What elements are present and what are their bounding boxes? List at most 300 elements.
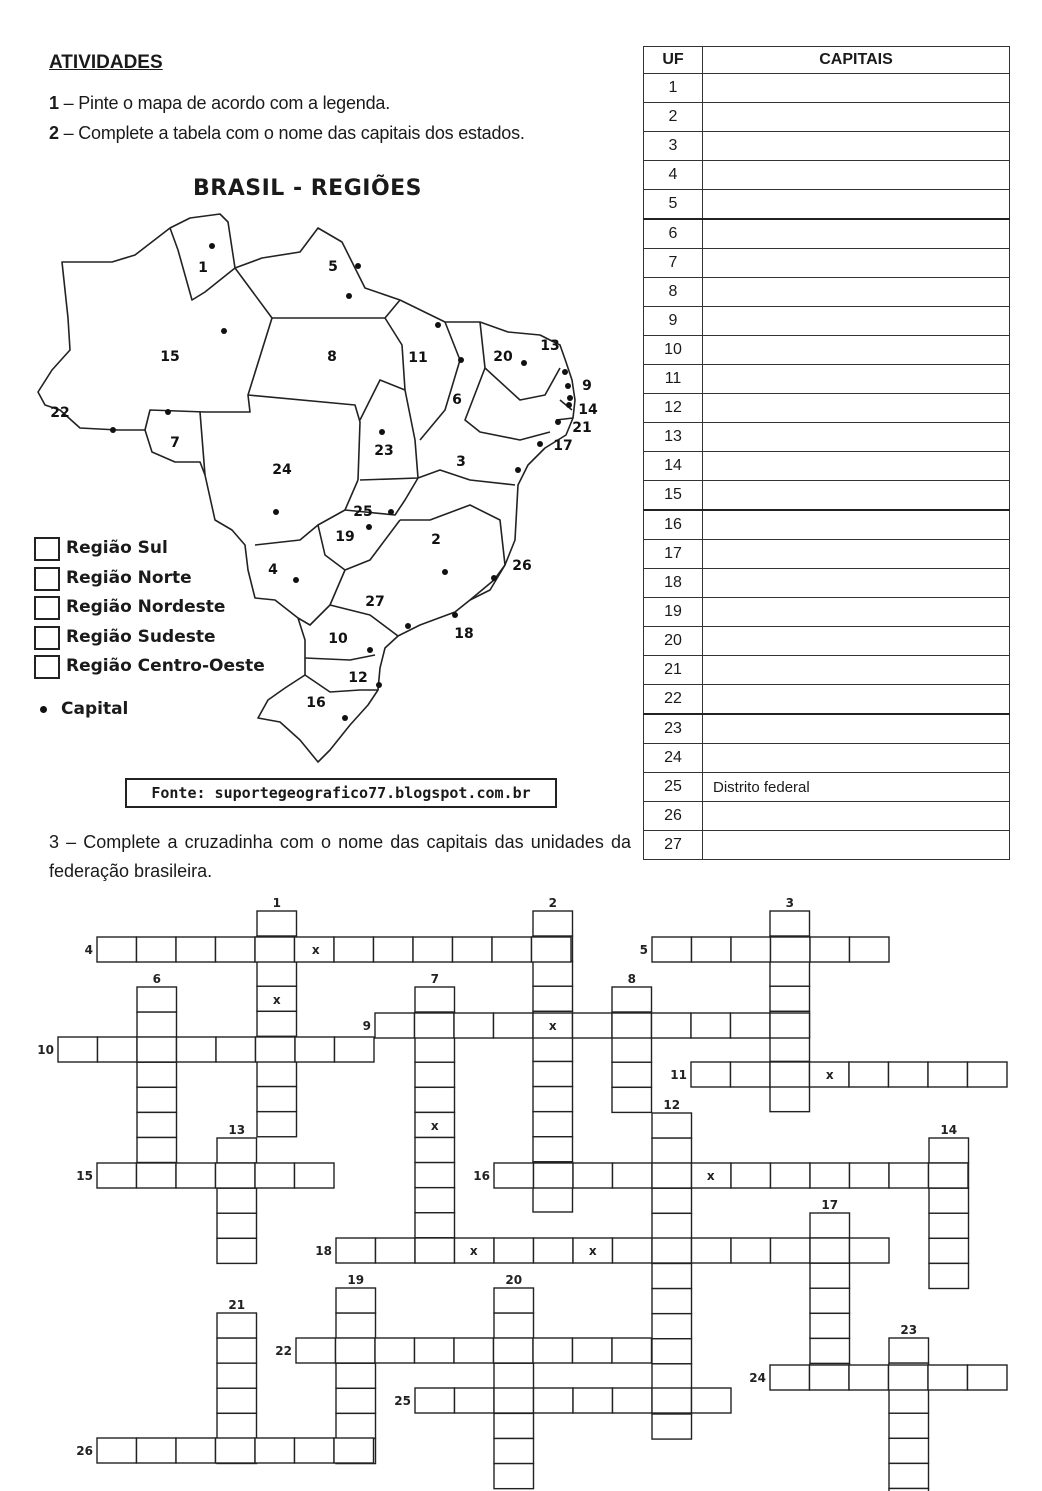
crossword-cell[interactable] (850, 1163, 890, 1188)
blocked-mark: x (311, 943, 320, 957)
crossword-cell[interactable] (533, 1112, 573, 1137)
state-label-7: 7 (170, 435, 180, 451)
crossword-cell[interactable] (652, 1113, 692, 1138)
crossword-cell[interactable] (137, 1062, 177, 1087)
capital-answer-cell[interactable] (703, 685, 1010, 715)
crossword-cell[interactable] (256, 1037, 296, 1062)
capital-answer-cell[interactable] (703, 219, 1010, 249)
crossword-cell[interactable] (889, 1388, 929, 1413)
crossword-cell[interactable] (810, 1365, 850, 1390)
crossword-cell[interactable] (770, 1087, 810, 1112)
legend-box-centro-oeste[interactable] (34, 655, 60, 679)
crossword-cell[interactable] (691, 1062, 731, 1087)
crossword-cell[interactable] (176, 937, 216, 962)
uf-number: 9 (644, 307, 703, 336)
crossword-cell[interactable] (257, 1061, 297, 1086)
crossword-cell[interactable] (613, 1238, 653, 1263)
crossword-cell[interactable] (928, 1062, 968, 1087)
crossword-cell[interactable] (652, 1188, 692, 1213)
crossword-cell[interactable] (731, 1013, 771, 1038)
crossword-cell[interactable] (334, 1438, 374, 1463)
crossword-cell[interactable] (652, 1339, 692, 1364)
capital-answer-cell[interactable] (703, 394, 1010, 423)
table-row (644, 802, 1010, 831)
crossword-cell[interactable] (652, 1414, 692, 1439)
crossword-cell[interactable] (889, 1438, 929, 1463)
crossword-cell[interactable] (652, 1388, 692, 1413)
crossword-cell[interactable] (771, 1163, 811, 1188)
table-row (644, 278, 1010, 307)
table-row (644, 744, 1010, 773)
uf-number: 4 (644, 161, 703, 190)
crossword-cell[interactable] (255, 1163, 295, 1188)
crossword-cell[interactable] (929, 1163, 969, 1188)
crossword-cell[interactable] (415, 1137, 455, 1162)
crossword-cell[interactable] (494, 1363, 534, 1388)
crossword-cell[interactable] (533, 1061, 573, 1086)
table-row (644, 714, 1010, 744)
crossword-cell[interactable] (177, 1037, 217, 1062)
capital-answer-cell[interactable] (703, 132, 1010, 161)
header-uf: UF (644, 47, 703, 74)
capital-answer-cell[interactable] (703, 249, 1010, 278)
crossword-cell[interactable] (613, 1163, 653, 1188)
crossword-cell[interactable] (216, 1163, 256, 1188)
crossword-cell[interactable] (810, 1288, 850, 1313)
crossword-cell[interactable] (771, 1238, 811, 1263)
crossword-cell[interactable] (336, 1338, 376, 1363)
clue-number-3: 3 (785, 896, 794, 910)
crossword-cell[interactable] (849, 1062, 889, 1087)
uf-number: 24 (644, 744, 703, 773)
crossword-cell[interactable] (770, 1365, 810, 1390)
crossword-cell[interactable] (731, 1062, 771, 1087)
crossword-cell[interactable] (375, 1013, 415, 1038)
blocked-mark: x (430, 1119, 439, 1133)
crossword-cell[interactable] (216, 1438, 256, 1463)
question-3: 3 – Complete a cruzadinha com o nome das capitais das unidades da federação brasileira. (49, 832, 631, 881)
crossword-cell[interactable] (534, 1238, 574, 1263)
crossword-cell[interactable] (137, 937, 177, 962)
clue-number-24: 24 (749, 1371, 766, 1385)
crossword-cell[interactable] (137, 1137, 177, 1162)
crossword-cell[interactable] (850, 1238, 890, 1263)
capital-answer-cell[interactable] (703, 190, 1010, 220)
capital-answer-cell[interactable] (703, 74, 1010, 103)
crossword-cell[interactable] (810, 1263, 850, 1288)
crossword-cell[interactable] (613, 1388, 653, 1413)
page-heading: ATIVIDADES (49, 52, 163, 73)
table-row (644, 249, 1010, 278)
crossword-cell[interactable] (336, 1363, 376, 1388)
crossword-cell[interactable] (533, 1036, 573, 1061)
blocked-mark: x (548, 1019, 557, 1033)
capital-answer-cell[interactable]: Distrito federal (703, 773, 1010, 802)
crossword-cell[interactable] (731, 1163, 771, 1188)
crossword-cell[interactable] (217, 1238, 257, 1263)
crossword-cell[interactable] (533, 1338, 573, 1363)
uf-number: 19 (644, 598, 703, 627)
crossword-cell[interactable] (415, 987, 455, 1012)
uf-number: 20 (644, 627, 703, 656)
map-source: Fonte: suportegeografico77.blogspot.com.br (125, 778, 557, 808)
crossword-cell[interactable] (494, 1013, 534, 1038)
capital-answer-cell[interactable] (703, 423, 1010, 452)
crossword-cell[interactable] (770, 1013, 810, 1038)
crossword-cell[interactable] (375, 1338, 415, 1363)
clue-number-13: 13 (228, 1123, 246, 1137)
instruction-2: 2 – Complete a tabela com o nome das capitais dos estados. (49, 123, 525, 143)
crossword-cell[interactable] (98, 1037, 138, 1062)
crossword-cell[interactable] (850, 937, 890, 962)
state-label-3: 3 (456, 454, 466, 470)
table-row (644, 627, 1010, 656)
crossword-cell[interactable] (257, 1087, 297, 1112)
crossword-cell[interactable] (217, 1363, 257, 1388)
crossword-cell[interactable] (889, 1413, 929, 1438)
capitals-table (643, 46, 1010, 860)
state-label-20: 20 (493, 349, 513, 365)
crossword-cell[interactable] (612, 1338, 652, 1363)
state-label-16: 16 (306, 695, 326, 711)
crossword-cell[interactable] (652, 1138, 692, 1163)
clue-number-12: 12 (663, 1098, 681, 1112)
crossword-cell[interactable] (889, 1163, 929, 1188)
state-label-6: 6 (452, 392, 462, 408)
crossword-cell[interactable] (810, 1238, 850, 1263)
crossword-cell[interactable] (652, 1263, 692, 1288)
crossword-cell[interactable] (257, 1112, 297, 1137)
capital-answer-cell[interactable] (703, 365, 1010, 394)
crossword-cell[interactable] (453, 937, 493, 962)
crossword-cell[interactable] (494, 1413, 534, 1438)
crossword-cell[interactable] (137, 1037, 177, 1062)
crossword-cell[interactable] (216, 1037, 256, 1062)
crossword-cell[interactable] (295, 1037, 335, 1062)
crossword-cell[interactable] (217, 1388, 257, 1413)
crossword-cell[interactable] (217, 1413, 257, 1438)
crossword-cell[interactable] (295, 1163, 335, 1188)
crossword-cell[interactable] (216, 937, 256, 962)
crossword-cell[interactable] (415, 1238, 455, 1263)
table-row (644, 161, 1010, 190)
crossword-cell[interactable] (295, 1438, 335, 1463)
uf-number: 22 (644, 685, 703, 715)
crossword-cell[interactable] (533, 911, 573, 936)
crossword-cell[interactable] (336, 1313, 376, 1338)
capital-answer-cell[interactable] (703, 744, 1010, 773)
crossword-cell[interactable] (928, 1365, 968, 1390)
crossword-cell[interactable] (889, 1365, 929, 1390)
capital-answer-cell[interactable] (703, 802, 1010, 831)
crossword-cell[interactable] (968, 1062, 1008, 1087)
crossword-cell[interactable] (533, 1187, 573, 1212)
crossword-cell[interactable] (691, 1013, 731, 1038)
legend-box-sul[interactable] (34, 537, 60, 561)
crossword-cell[interactable] (810, 937, 850, 962)
capital-answer-cell[interactable] (703, 831, 1010, 860)
crossword-cell[interactable] (533, 986, 573, 1011)
legend-capital: Capital (40, 699, 128, 719)
crossword-cell[interactable] (336, 1388, 376, 1413)
clue-number-1: 1 (272, 896, 281, 910)
crossword-cell[interactable] (612, 1037, 652, 1062)
crossword-cell[interactable] (968, 1365, 1008, 1390)
crossword-cell[interactable] (255, 1438, 295, 1463)
crossword-grid (0, 880, 1042, 1491)
clue-number-20: 20 (505, 1273, 523, 1287)
clue-number-10: 10 (37, 1043, 54, 1057)
legend-box-norte[interactable] (34, 567, 60, 591)
clue-number-19: 19 (347, 1273, 365, 1287)
crossword-cell[interactable] (929, 1238, 969, 1263)
crossword-cell[interactable] (217, 1188, 257, 1213)
crossword-cell[interactable] (494, 1163, 534, 1188)
capital-answer-cell[interactable] (703, 452, 1010, 481)
clue-number-8: 8 (627, 972, 636, 986)
capital-answer-cell[interactable] (703, 481, 1010, 511)
crossword-cell[interactable] (929, 1263, 969, 1288)
state-label-14: 14 (578, 402, 598, 418)
clue-number-5: 5 (639, 943, 648, 957)
crossword-cell[interactable] (374, 937, 414, 962)
crossword-cell[interactable] (137, 1438, 177, 1463)
state-label-18: 18 (454, 626, 474, 642)
map-title: BRASIL - REGIÕES (193, 176, 423, 201)
crossword-cell[interactable] (770, 1036, 810, 1061)
crossword-cell[interactable] (612, 1087, 652, 1112)
crossword-cell[interactable] (494, 1338, 534, 1363)
capital-answer-cell[interactable] (703, 278, 1010, 307)
crossword-cell[interactable] (770, 986, 810, 1011)
crossword-cell[interactable] (336, 1413, 376, 1438)
crossword-cell[interactable] (810, 1313, 850, 1338)
table-row (644, 394, 1010, 423)
crossword-cell[interactable] (534, 1388, 574, 1413)
crossword-cell[interactable] (334, 937, 374, 962)
state-label-27: 27 (365, 594, 385, 610)
crossword-cell[interactable] (770, 961, 810, 986)
crossword-cell[interactable] (176, 1438, 216, 1463)
clue-number-17: 17 (821, 1198, 839, 1212)
crossword-cell[interactable] (257, 961, 297, 986)
capital-answer-cell[interactable] (703, 627, 1010, 656)
capital-answer-cell[interactable] (703, 510, 1010, 540)
state-label-1: 1 (198, 260, 208, 276)
uf-number: 3 (644, 132, 703, 161)
capital-answer-cell[interactable] (703, 161, 1010, 190)
crossword-cell[interactable] (929, 1188, 969, 1213)
crossword-cell[interactable] (415, 1338, 455, 1363)
table-row (644, 452, 1010, 481)
crossword-cell[interactable] (692, 1238, 732, 1263)
table-row (644, 540, 1010, 569)
clue-number-16: 16 (473, 1169, 490, 1183)
crossword-cell[interactable] (533, 1137, 573, 1162)
country-outline (38, 214, 575, 762)
crossword-cell[interactable] (454, 1013, 494, 1038)
clue-number-6: 6 (152, 972, 161, 986)
crossword-cell[interactable] (770, 911, 810, 936)
table-row (644, 685, 1010, 715)
crossword-cell[interactable] (415, 1388, 455, 1413)
state-label-19: 19 (335, 529, 355, 545)
crossword-cell[interactable] (97, 1438, 137, 1463)
capital-answer-cell[interactable] (703, 569, 1010, 598)
crossword-cell[interactable] (612, 987, 652, 1012)
capital-dots (110, 243, 573, 721)
crossword-cell[interactable] (296, 1338, 336, 1363)
table-row (644, 598, 1010, 627)
crossword-cell[interactable] (573, 1013, 613, 1038)
crossword-cell[interactable] (533, 1087, 573, 1112)
crossword-cell[interactable] (810, 1163, 850, 1188)
state-label-17: 17 (553, 438, 573, 454)
state-label-26: 26 (512, 558, 532, 574)
crossword-cell[interactable] (455, 1388, 495, 1413)
capital-answer-cell[interactable] (703, 656, 1010, 685)
clue-number-23: 23 (900, 1323, 918, 1337)
crossword-cell[interactable] (257, 911, 297, 936)
blocked-mark: x (706, 1169, 715, 1183)
uf-number: 5 (644, 190, 703, 220)
crossword-cell[interactable] (137, 987, 177, 1012)
crossword-cell[interactable] (889, 1463, 929, 1488)
crossword-cell[interactable] (413, 937, 453, 962)
crossword-cell[interactable] (255, 937, 295, 962)
crossword-cell[interactable] (336, 1288, 376, 1313)
crossword-cell[interactable] (929, 1213, 969, 1238)
crossword-cell[interactable] (652, 1163, 692, 1188)
crossword-cell[interactable] (810, 1213, 850, 1238)
crossword-cell[interactable] (217, 1213, 257, 1238)
crossword-cell[interactable] (771, 937, 811, 962)
crossword-cell[interactable] (97, 937, 137, 962)
crossword-cell[interactable] (652, 937, 692, 962)
crossword-cell[interactable] (889, 1062, 929, 1087)
crossword-cell[interactable] (929, 1138, 969, 1163)
brazil-regions-map (0, 200, 630, 780)
crossword-cell[interactable] (494, 1464, 534, 1489)
crossword-cell[interactable] (137, 1087, 177, 1112)
uf-number: 10 (644, 336, 703, 365)
crossword-cell[interactable] (573, 1163, 613, 1188)
capital-answer-cell[interactable] (703, 714, 1010, 744)
crossword-cell[interactable] (415, 1163, 455, 1188)
crossword-cell[interactable] (137, 1112, 177, 1137)
state-label-5: 5 (328, 259, 338, 275)
crossword-cell[interactable] (612, 1013, 652, 1038)
crossword-cell[interactable] (533, 961, 573, 986)
crossword-cell[interactable] (770, 1062, 810, 1087)
crossword-cell[interactable] (137, 1163, 177, 1188)
crossword-cell[interactable] (494, 1388, 534, 1413)
crossword-cell[interactable] (415, 1037, 455, 1062)
clue-number-2: 2 (548, 896, 557, 910)
crossword-cell[interactable] (534, 1163, 574, 1188)
crossword-cell[interactable] (652, 1238, 692, 1263)
crossword-cell[interactable] (652, 1314, 692, 1339)
clue-number-4: 4 (84, 943, 93, 957)
crossword-cell[interactable] (376, 1238, 416, 1263)
uf-number: 1 (644, 74, 703, 103)
crossword-cell[interactable] (652, 1289, 692, 1314)
crossword-cell[interactable] (849, 1365, 889, 1390)
crossword-cell[interactable] (652, 1013, 692, 1038)
capital-answer-cell[interactable] (703, 598, 1010, 627)
table-row (644, 74, 1010, 103)
table-row (644, 190, 1010, 220)
blocked-mark: x (469, 1244, 478, 1258)
crossword-cell[interactable] (217, 1313, 257, 1338)
crossword-cell[interactable] (494, 1438, 534, 1463)
crossword-cell[interactable] (731, 937, 771, 962)
table-row (644, 132, 1010, 161)
crossword-cell[interactable] (731, 1238, 771, 1263)
crossword-cell[interactable] (612, 1062, 652, 1087)
crossword-cell[interactable] (810, 1338, 850, 1363)
crossword-cell[interactable] (415, 1087, 455, 1112)
crossword-cell[interactable] (58, 1037, 98, 1062)
capital-answer-cell[interactable] (703, 540, 1010, 569)
crossword-cell[interactable] (217, 1138, 257, 1163)
crossword-cell[interactable] (217, 1338, 257, 1363)
crossword-cell[interactable] (889, 1338, 929, 1363)
crossword-cell[interactable] (415, 1013, 455, 1038)
uf-number: 15 (644, 481, 703, 511)
crossword-cell[interactable] (454, 1338, 494, 1363)
crossword-cell[interactable] (573, 1388, 613, 1413)
blocked-mark: x (825, 1068, 834, 1082)
crossword-cell[interactable] (137, 1012, 177, 1037)
crossword-cell[interactable] (492, 937, 532, 962)
crossword-cell[interactable] (415, 1213, 455, 1238)
uf-number: 16 (644, 510, 703, 540)
crossword-cell[interactable] (336, 1238, 376, 1263)
crossword-cell[interactable] (415, 1062, 455, 1087)
table-row (644, 336, 1010, 365)
crossword-cell[interactable] (335, 1037, 375, 1062)
capital-answer-cell[interactable] (703, 103, 1010, 132)
legend-box-nordeste[interactable] (34, 596, 60, 620)
crossword-cell[interactable] (415, 1188, 455, 1213)
legend-box-sudeste[interactable] (34, 626, 60, 650)
crossword-cell[interactable] (494, 1288, 534, 1313)
crossword-cell[interactable] (573, 1338, 613, 1363)
crossword-cell[interactable] (494, 1238, 534, 1263)
crossword-cell[interactable] (652, 1213, 692, 1238)
table-row (644, 103, 1010, 132)
crossword-cell[interactable] (692, 1388, 732, 1413)
crossword-cell[interactable] (176, 1163, 216, 1188)
crossword-cell[interactable] (97, 1163, 137, 1188)
table-row (644, 481, 1010, 511)
uf-number: 12 (644, 394, 703, 423)
crossword-cell[interactable] (652, 1364, 692, 1389)
crossword-cell[interactable] (692, 937, 732, 962)
table-row (644, 307, 1010, 336)
crossword-cell[interactable] (532, 937, 572, 962)
state-label-22: 22 (50, 405, 70, 421)
uf-number: 13 (644, 423, 703, 452)
capital-answer-cell[interactable] (703, 336, 1010, 365)
capital-answer-cell[interactable] (703, 307, 1010, 336)
uf-number: 11 (644, 365, 703, 394)
uf-number: 21 (644, 656, 703, 685)
crossword-cell[interactable] (257, 1011, 297, 1036)
crossword-cell[interactable] (494, 1313, 534, 1338)
table-row (644, 219, 1010, 249)
